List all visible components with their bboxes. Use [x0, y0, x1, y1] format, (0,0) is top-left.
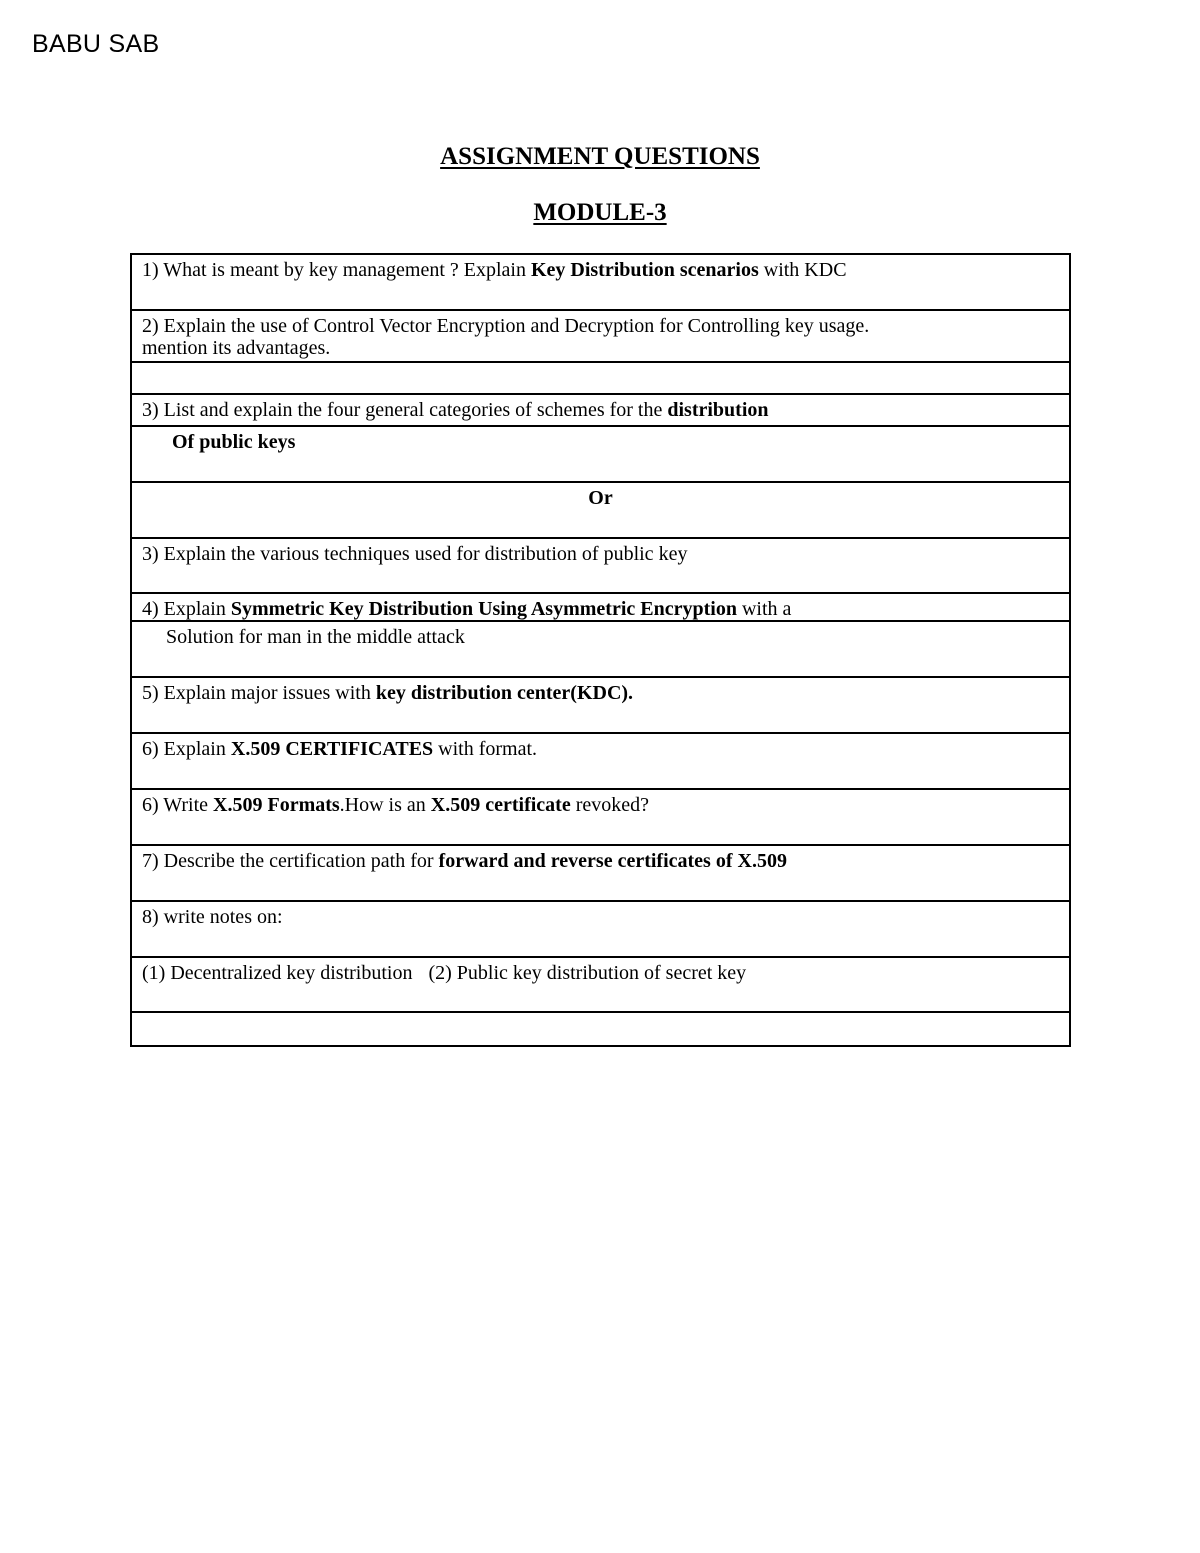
- table-row: [131, 1012, 1070, 1046]
- table-row: [131, 482, 1070, 538]
- table-row: [131, 733, 1070, 789]
- question-4-continuation: [131, 621, 1070, 677]
- author-name: BABU SAB: [32, 30, 160, 58]
- question-emphasis: forward and reverse certificates of X.509: [438, 850, 787, 872]
- question-text: 1) What is meant by key management ? Explain: [142, 259, 531, 281]
- question-text: 4) Explain: [142, 598, 231, 620]
- table-row: [131, 254, 1070, 310]
- question-8-items: [131, 957, 1070, 1012]
- note-item-2: (2) Public key distribution of secret key: [428, 962, 747, 984]
- module-heading: MODULE-3: [533, 199, 667, 226]
- table-row: [131, 593, 1070, 621]
- question-3-continuation: [131, 426, 1070, 482]
- question-8: [131, 901, 1070, 957]
- question-text: Solution for man in the middle attack: [166, 626, 465, 648]
- question-text: 6) Write: [142, 794, 214, 816]
- table-row: [131, 677, 1070, 733]
- question-text: with format.: [433, 738, 538, 760]
- table-row: [131, 901, 1070, 957]
- table-row: [131, 789, 1070, 845]
- table-row: [131, 310, 1070, 362]
- table-row: [131, 394, 1070, 426]
- question-text: with a: [736, 598, 792, 620]
- question-text: 2) Explain the use of Control Vector Encryption and Decryption for Controlling key usage.: [142, 315, 870, 337]
- question-emphasis: Of public keys: [172, 431, 296, 453]
- question-3-alternative: [131, 538, 1070, 593]
- question-text: mention its advantages.: [142, 337, 331, 359]
- question-emphasis: key distribution center(KDC).: [375, 682, 634, 704]
- question-emphasis: X.509 CERTIFICATES: [230, 738, 434, 760]
- question-5: [131, 677, 1070, 733]
- questions-table: [130, 253, 1071, 1047]
- empty-cell: [131, 362, 1070, 394]
- or-separator: [131, 482, 1070, 538]
- question-emphasis: X.509 Formats: [213, 794, 340, 816]
- question-7: [131, 845, 1070, 901]
- or-label: Or: [588, 487, 613, 509]
- question-2: [131, 310, 1070, 362]
- question-emphasis: Key Distribution scenarios: [530, 259, 759, 281]
- note-item-1: (1) Decentralized key distribution: [142, 962, 413, 984]
- question-text: 5) Explain major issues with: [142, 682, 376, 704]
- question-4: [131, 593, 1070, 621]
- question-1: [131, 254, 1070, 310]
- question-text: 7) Describe the certification path for: [142, 850, 439, 872]
- document-title: ASSIGNMENT QUESTIONS: [440, 143, 760, 170]
- table-row: [131, 621, 1070, 677]
- question-text: 6) Explain: [142, 738, 231, 760]
- table-row: [131, 426, 1070, 482]
- question-text: 3) List and explain the four general categories of schemes for the: [142, 399, 668, 421]
- question-emphasis: Symmetric Key Distribution Using Asymmetric Encryption: [230, 598, 737, 620]
- table-row: [131, 845, 1070, 901]
- question-text: 8) write notes on:: [142, 906, 283, 928]
- table-row: [131, 538, 1070, 593]
- question-emphasis: X.509 certificate: [430, 794, 571, 816]
- table-row: [131, 362, 1070, 394]
- question-6a: [131, 733, 1070, 789]
- question-text: with KDC: [758, 259, 847, 281]
- question-text: revoked?: [570, 794, 649, 816]
- question-6b: [131, 789, 1070, 845]
- question-3: [131, 394, 1070, 426]
- question-text: 3) Explain the various techniques used for distribution of public key: [142, 543, 688, 565]
- table-row: [131, 957, 1070, 1012]
- question-text: .How is an: [339, 794, 431, 816]
- empty-cell: [131, 1012, 1070, 1046]
- question-emphasis: distribution: [667, 399, 769, 421]
